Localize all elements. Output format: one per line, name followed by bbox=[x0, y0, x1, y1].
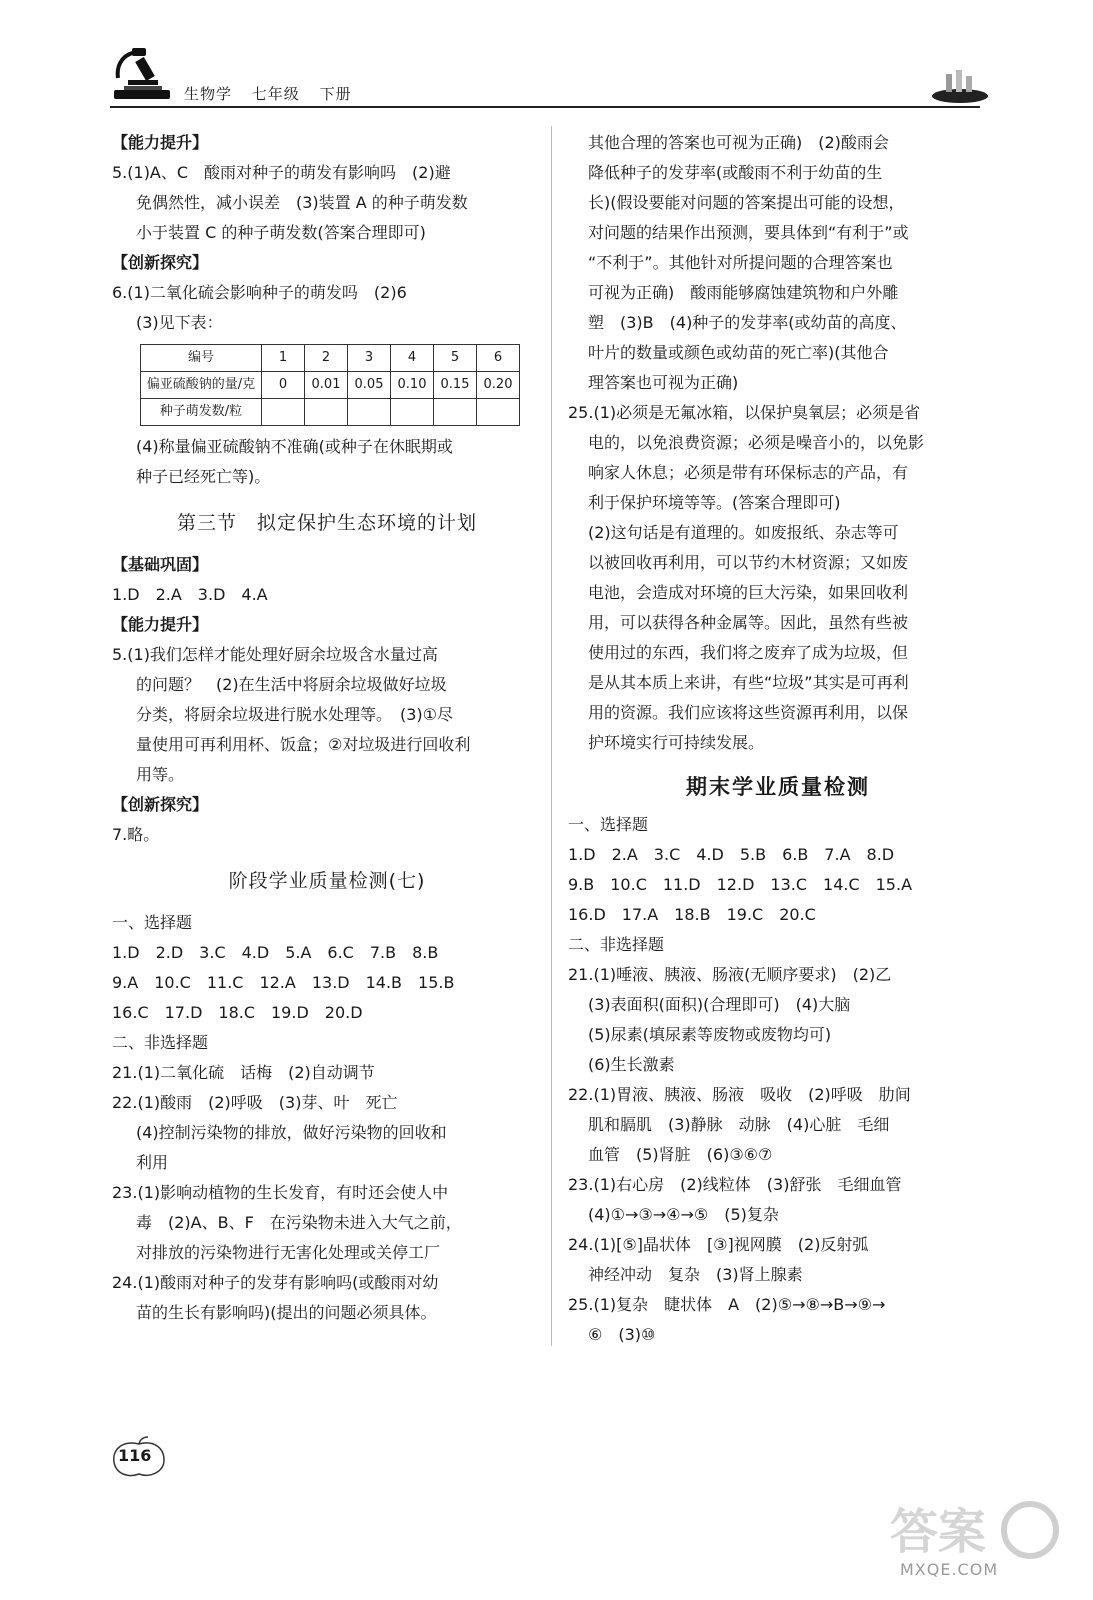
table-cell: 0.01 bbox=[305, 372, 348, 399]
answer-line: 苗的生长有影响吗)(提出的问题必须具体。 bbox=[136, 1303, 437, 1322]
answer-line: 毒 (2)A、B、F 在污染物未进入大气之前， bbox=[136, 1213, 462, 1232]
answer-line: 23.(1)右心房 (2)线粒体 (3)舒张 毛细血管 bbox=[568, 1175, 902, 1194]
answer-line: 免偶然性，减小误差 (3)装置 A 的种子萌发数 bbox=[136, 193, 468, 212]
section-heading: 阶段学业质量检测(七) bbox=[228, 870, 426, 892]
table-cell: 6 bbox=[477, 345, 520, 372]
table-cell: 2 bbox=[305, 345, 348, 372]
page-header bbox=[110, 40, 990, 110]
table-cell: 5 bbox=[434, 345, 477, 372]
answer-line: 对排放的污染物进行无害化处理或关停工厂 bbox=[136, 1243, 441, 1262]
microscope-logo-icon bbox=[110, 46, 172, 102]
answer-line: (4)①→③→④→⑤ (5)复杂 bbox=[588, 1205, 779, 1224]
answer-line: 护环境实行可持续发展。 bbox=[588, 733, 765, 752]
answer-line: 响家人休息；必须是带有环保标志的产品，有 bbox=[588, 463, 909, 482]
answer-line: 量使用可再利用杯、饭盒；②对垃圾进行回收利 bbox=[136, 735, 471, 754]
answer-line: ⑥ (3)⑩ bbox=[588, 1325, 656, 1344]
table-cell: 3 bbox=[348, 345, 391, 372]
answer-line: 神经冲动 复杂 (3)肾上腺素 bbox=[588, 1265, 803, 1284]
answer-line: 用，可以获得各种金属等。因此，虽然有些被 bbox=[588, 613, 909, 632]
answer-line: 5.(1)我们怎样才能处理好厨余垃圾含水量过高 bbox=[112, 645, 438, 664]
answer-line: 7.略。 bbox=[112, 825, 160, 844]
answer-line: 二、非选择题 bbox=[568, 935, 665, 954]
answer-line: 肌和膈肌 (3)静脉 动脉 (4)心脏 毛细 bbox=[588, 1115, 890, 1134]
answer-line: 利于保护环境等等。(答案合理即可) bbox=[588, 493, 841, 512]
answer-line: 使用过的东西，我们将之废弃了成为垃圾，但 bbox=[588, 643, 909, 662]
answer-line: 一、选择题 bbox=[568, 815, 649, 834]
answer-line: 长)(假设要能对问题的答案提出可能的设想， bbox=[588, 193, 905, 212]
answer-line: 二、非选择题 bbox=[112, 1033, 209, 1052]
section-tag: 【能力提升】 bbox=[112, 615, 209, 634]
right-column bbox=[568, 128, 988, 1350]
answer-line: 是从其本质上来讲，有些“垃圾”其实是可再利 bbox=[588, 673, 909, 692]
answer-line: 降低种子的发芽率(或酸雨不利于幼苗的生 bbox=[588, 163, 883, 182]
table-row bbox=[141, 345, 520, 372]
answer-line: 24.(1)酸雨对种子的发芽有影响吗(或酸雨对幼 bbox=[112, 1273, 439, 1292]
table-cell: 偏亚硫酸钠的量/克 bbox=[141, 372, 262, 399]
answer-line: 5.(1)A、C 酸雨对种子的萌发有影响吗 (2)避 bbox=[112, 163, 451, 182]
answer-line: (4)称量偏亚硫酸钠不准确(或种子在休眠期或 bbox=[136, 437, 453, 456]
books-decoration-icon bbox=[930, 68, 990, 104]
answer-line: 种子已经死亡等)。 bbox=[136, 467, 271, 486]
header-title bbox=[184, 83, 366, 104]
answer-line: 24.(1)[⑤]晶状体 [③]视网膜 (2)反射弧 bbox=[568, 1235, 869, 1254]
answer-line: 以被回收再利用，可以节约木材资源；又如废 bbox=[588, 553, 909, 572]
header-subject: 生物学 bbox=[184, 85, 233, 103]
answer-line: 6.(1)二氧化硫会影响种子的萌发吗 (2)6 bbox=[112, 283, 407, 302]
table-cell: 0.15 bbox=[434, 372, 477, 399]
table-row bbox=[141, 372, 520, 399]
answer-line: (4)控制污染物的排放，做好污染物的回收和 bbox=[136, 1123, 447, 1142]
section-heading: 第三节 拟定保护生态环境的计划 bbox=[176, 512, 477, 534]
table-cell: 4 bbox=[391, 345, 434, 372]
answer-line: 其他合理的答案也可视为正确) (2)酸雨会 bbox=[588, 133, 889, 152]
answer-line: (3)表面积(面积)(合理即可) (4)大脑 bbox=[588, 995, 851, 1014]
answer-line: 22.(1)胃液、胰液、肠液 吸收 (2)呼吸 肋间 bbox=[568, 1085, 911, 1104]
table-cell bbox=[477, 399, 520, 426]
answer-line: (6)生长激素 bbox=[588, 1055, 675, 1074]
header-rule bbox=[110, 106, 980, 108]
answer-line: 21.(1)唾液、胰液、肠液(无顺序要求) (2)乙 bbox=[568, 965, 892, 984]
table-cell: 0.20 bbox=[477, 372, 520, 399]
page-number: 116 bbox=[118, 1446, 152, 1465]
answer-line: 电池，会造成对环境的巨大污染，如果回收利 bbox=[588, 583, 909, 602]
section-tag: 【创新探究】 bbox=[112, 253, 209, 272]
answer-line: 16.D 17.A 18.B 19.C 20.C bbox=[568, 905, 816, 924]
table-cell bbox=[262, 399, 305, 426]
answer-line: 9.B 10.C 11.D 12.D 13.C 14.C 15.A bbox=[568, 875, 913, 894]
answer-line: 1.D 2.A 3.C 4.D 5.B 6.B 7.A 8.D bbox=[568, 845, 895, 864]
answer-line: (5)尿素(填尿素等废物或废物均可) bbox=[588, 1025, 832, 1044]
table-cell: 0.10 bbox=[391, 372, 434, 399]
answer-line: 25.(1)必须是无氟冰箱，以保护臭氧层；必须是省 bbox=[568, 403, 921, 422]
section-tag: 【基础巩固】 bbox=[112, 555, 209, 574]
answer-line: 叶片的数量或颜色或幼苗的死亡率)(其他合 bbox=[588, 343, 889, 362]
table-cell bbox=[348, 399, 391, 426]
table-cell: 0 bbox=[262, 372, 305, 399]
table-cell: 0.05 bbox=[348, 372, 391, 399]
table-row bbox=[141, 399, 520, 426]
answer-line: 电的，以免浪费资源；必须是噪音小的，以免影 bbox=[588, 433, 925, 452]
answer-line: 9.A 10.C 11.C 12.A 13.D 14.B 15.B bbox=[112, 973, 455, 992]
answer-line: 可视为正确) 酸雨能够腐蚀建筑物和户外雕 bbox=[588, 283, 899, 302]
section-tag: 【能力提升】 bbox=[112, 133, 209, 152]
section-tag: 【创新探究】 bbox=[112, 795, 209, 814]
answer-line: 25.(1)复杂 睫状体 A (2)⑤→⑧→B→⑨→ bbox=[568, 1295, 886, 1314]
answer-line: 理答案也可视为正确) bbox=[588, 373, 739, 392]
answer-line: 小于装置 C 的种子萌发数(答案合理即可) bbox=[136, 223, 426, 242]
answer-line: 血管 (5)肾脏 (6)③⑥⑦ bbox=[588, 1145, 773, 1164]
table-cell: 种子萌发数/粒 bbox=[141, 399, 262, 426]
answer-line: (2)这句话是有道理的。如废报纸、杂志等可 bbox=[588, 523, 899, 542]
watermark-text: MXQE.COM bbox=[900, 1560, 999, 1579]
answer-line: (3)见下表： bbox=[136, 313, 223, 332]
left-column bbox=[112, 128, 542, 1328]
answer-line: 1.D 2.A 3.D 4.A bbox=[112, 585, 268, 604]
svg-text:答案: 答案 bbox=[890, 1504, 987, 1560]
answer-line: 22.(1)酸雨 (2)呼吸 (3)芽、叶 死亡 bbox=[112, 1093, 398, 1112]
table-cell bbox=[434, 399, 477, 426]
answer-line: 分类，将厨余垃圾进行脱水处理等。 (3)①尽 bbox=[136, 705, 454, 724]
column-divider bbox=[551, 126, 552, 1346]
header-grade: 七年级 bbox=[251, 85, 300, 103]
answer-line: 对问题的结果作出预测，要具体到“有利于”或 bbox=[588, 223, 909, 242]
answer-line: 用等。 bbox=[136, 765, 185, 784]
answer-line: 23.(1)影响动植物的生长发育，有时还会使人中 bbox=[112, 1183, 449, 1202]
answer-line: 21.(1)二氧化硫 话梅 (2)自动调节 bbox=[112, 1063, 375, 1082]
answer-line: 1.D 2.D 3.C 4.D 5.A 6.C 7.B 8.B bbox=[112, 943, 439, 962]
answer-line: 用的资源。我们应该将这些资源再利用，以保 bbox=[588, 703, 909, 722]
table-cell bbox=[305, 399, 348, 426]
table-cell: 1 bbox=[262, 345, 305, 372]
answer-line: 一、选择题 bbox=[112, 913, 193, 932]
experiment-table bbox=[140, 344, 520, 426]
answer-line: 的问题？ (2)在生活中将厨余垃圾做好垃圾 bbox=[136, 675, 447, 694]
answer-line: 16.C 17.D 18.C 19.D 20.D bbox=[112, 1003, 363, 1022]
final-exam-heading: 期末学业质量检测 bbox=[686, 775, 870, 799]
header-volume: 下册 bbox=[319, 85, 352, 103]
table-cell: 编号 bbox=[141, 345, 262, 372]
table-cell bbox=[391, 399, 434, 426]
answer-line: “不利于”。其他针对所提问题的合理答案也 bbox=[588, 253, 893, 272]
answer-line: 塑 (3)B (4)种子的发芽率(或幼苗的高度、 bbox=[588, 313, 907, 332]
answer-line: 利用 bbox=[136, 1153, 169, 1172]
